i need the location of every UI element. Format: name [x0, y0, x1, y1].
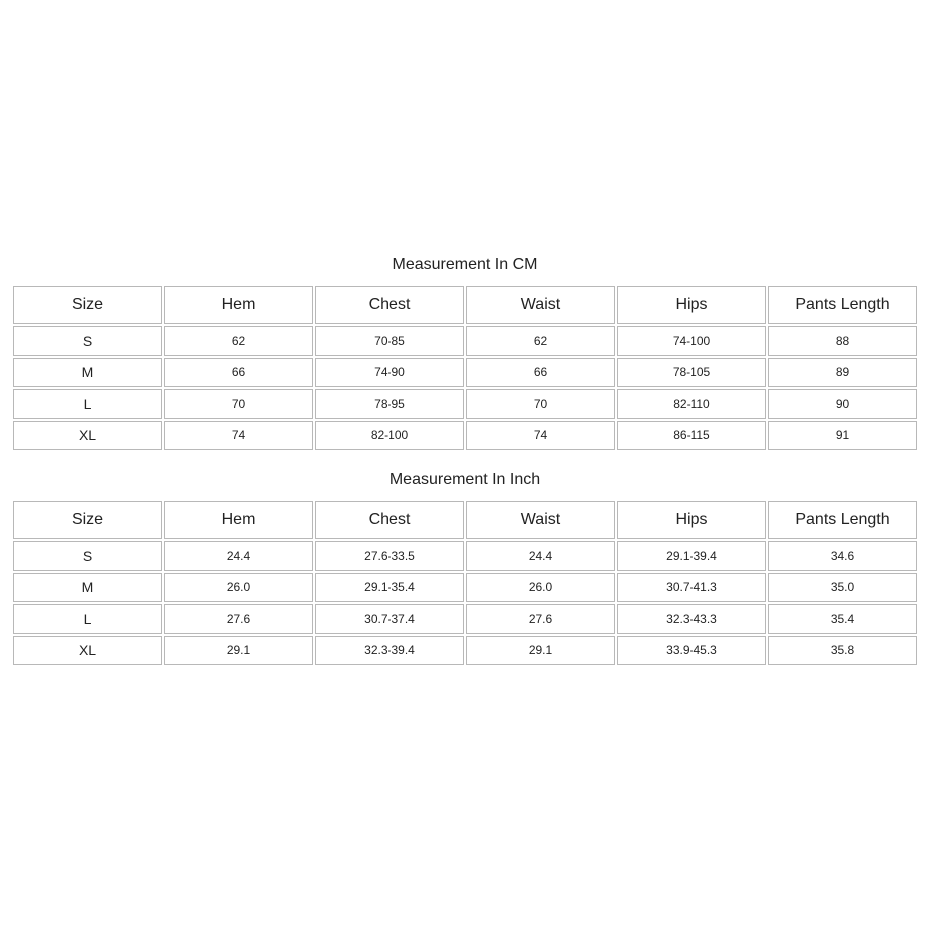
table-row — [13, 326, 917, 356]
chest-cell: 82-100 — [315, 421, 464, 451]
table-header-row — [13, 501, 917, 539]
chest-cell: 78-95 — [315, 389, 464, 419]
size-cell: M — [13, 573, 162, 603]
pants-length-cell: 90 — [768, 389, 917, 419]
table-header-row — [13, 286, 917, 324]
hips-cell: 74-100 — [617, 326, 766, 356]
hem-cell: 74 — [164, 421, 313, 451]
chest-cell: 32.3-39.4 — [315, 636, 464, 666]
hem-cell: 62 — [164, 326, 313, 356]
hem-cell: 27.6 — [164, 604, 313, 634]
hips-cell: 82-110 — [617, 389, 766, 419]
hem-cell: 26.0 — [164, 573, 313, 603]
waist-cell: 74 — [466, 421, 615, 451]
waist-cell: 26.0 — [466, 573, 615, 603]
header-pants-length: Pants Length — [768, 501, 917, 539]
hips-cell: 78-105 — [617, 358, 766, 388]
header-size: Size — [13, 501, 162, 539]
pants-length-cell: 89 — [768, 358, 917, 388]
chest-cell: 74-90 — [315, 358, 464, 388]
header-waist: Waist — [466, 501, 615, 539]
hem-cell: 24.4 — [164, 541, 313, 571]
hem-cell: 29.1 — [164, 636, 313, 666]
hips-cell: 32.3-43.3 — [617, 604, 766, 634]
size-cell: XL — [13, 421, 162, 451]
header-size: Size — [13, 286, 162, 324]
header-pants-length: Pants Length — [768, 286, 917, 324]
size-cell: S — [13, 326, 162, 356]
waist-cell: 27.6 — [466, 604, 615, 634]
hips-cell: 29.1-39.4 — [617, 541, 766, 571]
chest-cell: 27.6-33.5 — [315, 541, 464, 571]
table-row — [13, 421, 917, 451]
size-cell: S — [13, 541, 162, 571]
size-cell: M — [13, 358, 162, 388]
table-row — [13, 604, 917, 634]
table-row — [13, 541, 917, 571]
inch-size-table — [11, 499, 919, 667]
chest-cell: 29.1-35.4 — [315, 573, 464, 603]
header-hem: Hem — [164, 501, 313, 539]
header-chest: Chest — [315, 286, 464, 324]
inch-table-title: Measurement In Inch — [389, 471, 541, 488]
hips-cell: 30.7-41.3 — [617, 573, 766, 603]
header-hem: Hem — [164, 286, 313, 324]
chest-cell: 70-85 — [315, 326, 464, 356]
header-waist: Waist — [466, 286, 615, 324]
hem-cell: 70 — [164, 389, 313, 419]
table-row — [13, 389, 917, 419]
hem-cell: 66 — [164, 358, 313, 388]
size-cell: L — [13, 604, 162, 634]
chest-cell: 30.7-37.4 — [315, 604, 464, 634]
pants-length-cell: 35.4 — [768, 604, 917, 634]
header-hips: Hips — [617, 286, 766, 324]
waist-cell: 66 — [466, 358, 615, 388]
waist-cell: 70 — [466, 389, 615, 419]
pants-length-cell: 91 — [768, 421, 917, 451]
header-hips: Hips — [617, 501, 766, 539]
size-cell: XL — [13, 636, 162, 666]
waist-cell: 24.4 — [466, 541, 615, 571]
waist-cell: 62 — [466, 326, 615, 356]
hips-cell: 86-115 — [617, 421, 766, 451]
pants-length-cell: 88 — [768, 326, 917, 356]
cm-size-table — [11, 284, 919, 452]
pants-length-cell: 34.6 — [768, 541, 917, 571]
table-row — [13, 573, 917, 603]
hips-cell: 33.9-45.3 — [617, 636, 766, 666]
waist-cell: 29.1 — [466, 636, 615, 666]
pants-length-cell: 35.0 — [768, 573, 917, 603]
table-row — [13, 636, 917, 666]
pants-length-cell: 35.8 — [768, 636, 917, 666]
header-chest: Chest — [315, 501, 464, 539]
size-cell: L — [13, 389, 162, 419]
cm-table-title: Measurement In CM — [392, 256, 538, 273]
table-row — [13, 358, 917, 388]
